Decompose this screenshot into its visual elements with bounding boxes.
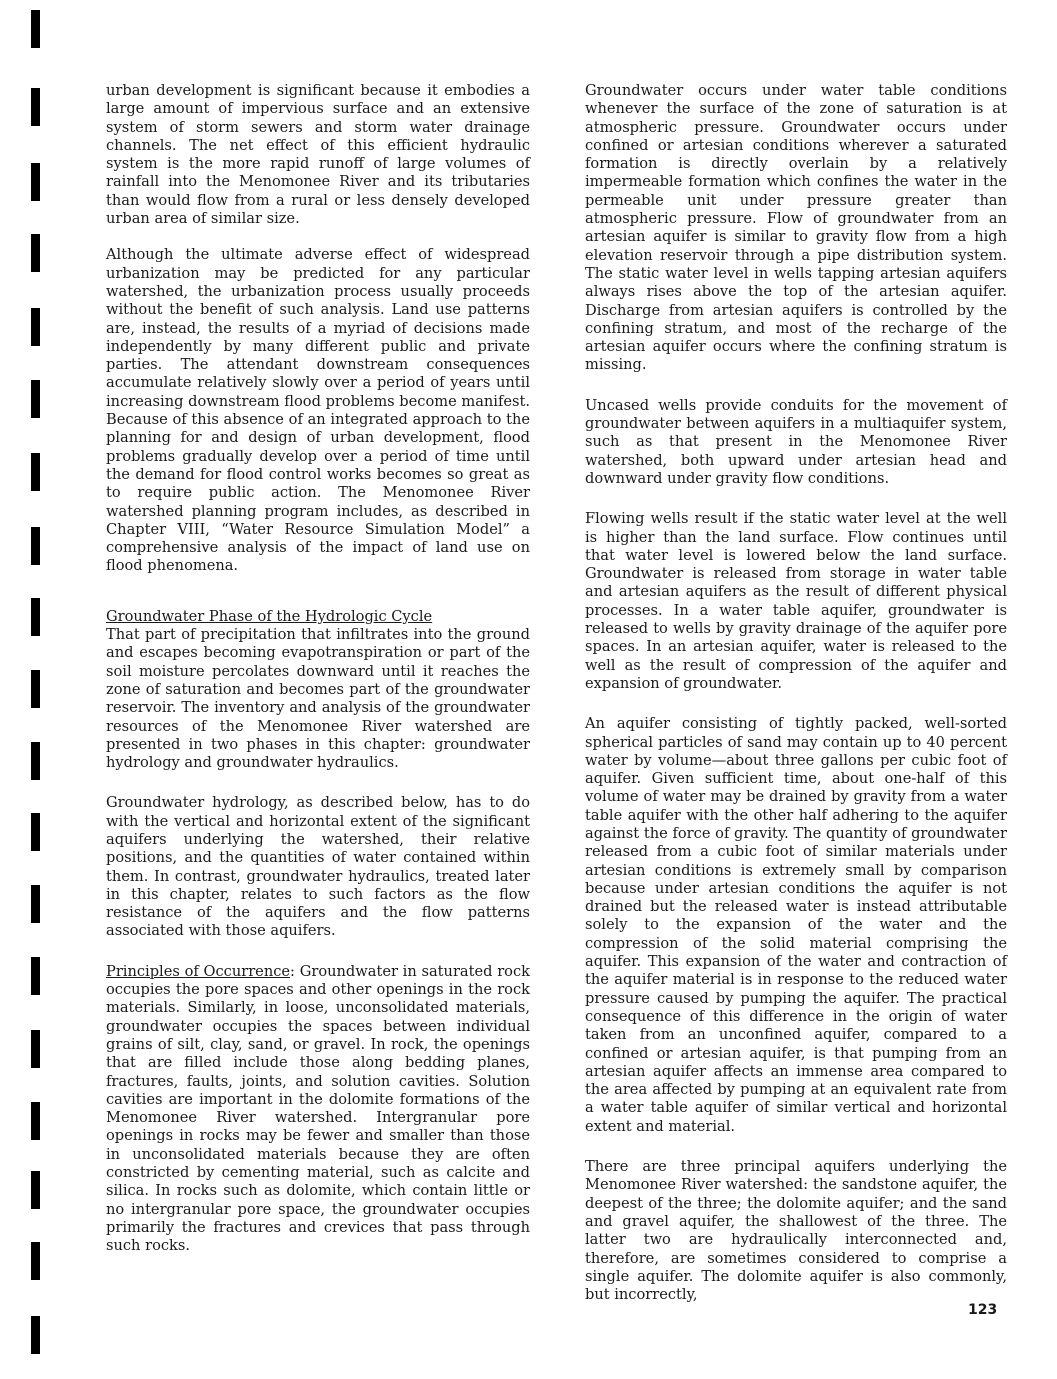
paragraph: [106, 963, 530, 1256]
binding-mark: [31, 527, 40, 565]
binding-mark: [31, 670, 40, 708]
binding-mark: [31, 957, 40, 995]
paragraph: Groundwater occurs under water table conditions whenever the surface of the zone of saturation is at atmospheric pressure. Groundwater occurs under confined or artesian conditions wherever a saturated formation is directly overlain by a relatively impermeable formation which confines the water in the permeable unit under pressure greater than atmospheric pressure. Flow of groundwater from an artesian aquifer is similar to gravity flow from a high elevation reservoir through a pipe distribution system. The static water level in wells tapping artesian aquifers always rises above the top of the artesian aquifer. Discharge from artesian aquifers is controlled by the confining stratum, and most of the recharge of the artesian aquifer occurs where the confining stratum is missing.: [585, 82, 1007, 374]
paragraph-body: : Groundwater in saturated rock occupies the pore spaces and other openings in the rock materials. Similarly, in loose, unconsolidated materials, groundwater occupies the spaces between individual grains of silt, clay, sand, or gravel. In rock, the openings that are filled include those along bedding planes, fractures, faults, joints, and solution cavities. Solution cavities are important in the dolomite formations of the Menomonee River watershed. Intergranular pore openings in rocks may be fewer and smaller than those in unconsolidated materials because they are often constricted by cementing material, such as calcite and silica. In rocks such as dolomite, which contain little or no intergranular pore space, the groundwater occupies primarily the fractures and crevices that pass through such rocks.: [106, 962, 530, 1255]
binding-mark: [31, 453, 40, 491]
binding-mark: [31, 380, 40, 418]
paragraph: urban development is significant because it embodies a large amount of impervious surface and an extensive system of storm sewers and storm water drainage channels. The net effect of this efficient hydraulic system is the more rapid runoff of large volumes of rainfall into the Menomonee River and its tributaries than would flow from a rural or less densely developed urban area of similar size.: [106, 82, 530, 228]
page-number: 123: [968, 1302, 998, 1318]
binding-mark: [31, 598, 40, 636]
left-column: [106, 82, 530, 1274]
paragraph: Flowing wells result if the static water level at the well is higher than the land surface. Flow continues until that water level is lowered below the land surface. Groundwater is released from storage in water table and artesian aquifers as the result of different physical processes. In a water table aquifer, groundwater is released to wells by gravity drainage of the aquifer pore spaces. In an artesian aquifer, water is released to the well as the result of compression of the aquifer and expansion of groundwater.: [585, 510, 1007, 692]
right-column: [585, 82, 1007, 1322]
binding-mark: [31, 1102, 40, 1140]
binding-mark: [31, 308, 40, 346]
binding-mark: [31, 163, 40, 201]
binding-mark: [31, 742, 40, 780]
paragraph: An aquifer consisting of tightly packed, well-sorted spherical particles of sand may contain up to 40 percent water by volume—about three gallons per cubic foot of aquifer. Given sufficient time, about one-half of this volume of water may be drained by gravity from a water table aquifer with the other half adhering to the aquifer against the force of gravity. The quantity of groundwater released from a cubic foot of similar materials under artesian conditions is extremely small by comparison because under artesian conditions the aquifer is not drained but the released water is instead attributable solely to the expansion of the water and the compression of the solid material comprising the aquifer. This expansion of the water and contraction of the aquifer material is in response to the reduced water pressure caused by pumping the aquifer. The practical consequence of this difference in the origin of water taken from an unconfined aquifer, compared to a confined or artesian aquifer, is that pumping from an artesian aquifer affects an immense area compared to the area affected by pumping at an equivalent rate from a water table aquifer of similar vertical and horizontal extent and material.: [585, 715, 1007, 1135]
section-heading: Groundwater Phase of the Hydrologic Cycle: [106, 607, 433, 625]
binding-mark: [31, 1030, 40, 1068]
runin-heading: Principles of Occurrence: [106, 962, 291, 980]
paragraph: Groundwater hydrology, as described below, has to do with the vertical and horizontal extent of the significant aquifers underlying the watershed, their relative positions, and the quantities of water contained within them. In contrast, groundwater hydraulics, treated later in this chapter, relates to such factors as the flow resistance of the aquifers and the flow patterns associated with those aquifers.: [106, 794, 530, 940]
binding-mark: [31, 813, 40, 851]
binding-mark: [31, 234, 40, 272]
paragraph: There are three principal aquifers underlying the Menomonee River watershed: the sandstone aquifer, the deepest of the three; the dolomite aquifer; and the sand and gravel aquifer, the shallowest of the three. The latter two are hydraulically interconnected and, therefore, are sometimes considered to comprise a single aquifer. The dolomite aquifer is also commonly, but incorrectly,: [585, 1158, 1007, 1304]
binding-mark: [31, 10, 40, 48]
paragraph: Although the ultimate adverse effect of widespread urbanization may be predicted for any particular watershed, the urbanization process usually proceeds without the benefit of such analysis. Land use patterns are, instead, the results of a myriad of decisions made independently by many different public and private parties. The attendant downstream consequences accumulate relatively slowly over a period of years until increasing downstream flood problems become manifest. Because of this absence of an integrated approach to the planning for and design of urban development, flood problems gradually develop over a period of time until the demand for flood control works becomes so great as to require public action. The Menomonee River watershed planning program includes, as described in Chapter VIII, “Water Resource Simulation Model” a comprehensive analysis of the impact of land use on flood phenomena.: [106, 246, 530, 575]
binding-mark: [31, 1316, 40, 1354]
binding-mark: [31, 1171, 40, 1209]
paragraph: Uncased wells provide conduits for the movement of groundwater between aquifers in a multiaquifer system, such as that present in the Menomonee River watershed, both upward under artesian head and downward under gravity flow conditions.: [585, 396, 1007, 487]
binding-mark: [31, 1242, 40, 1280]
binding-mark: [31, 88, 40, 126]
paragraph: That part of precipitation that infiltrates into the ground and escapes becoming evapotranspiration or part of the soil moisture percolates downward until it reaches the zone of saturation and becomes part of the groundwater reservoir. The inventory and analysis of the groundwater resources of the Menomonee River watershed are presented in two phases in this chapter: groundwater hydrology and groundwater hydraulics.: [106, 626, 530, 772]
binding-marks: [0, 0, 40, 1379]
binding-mark: [31, 885, 40, 923]
